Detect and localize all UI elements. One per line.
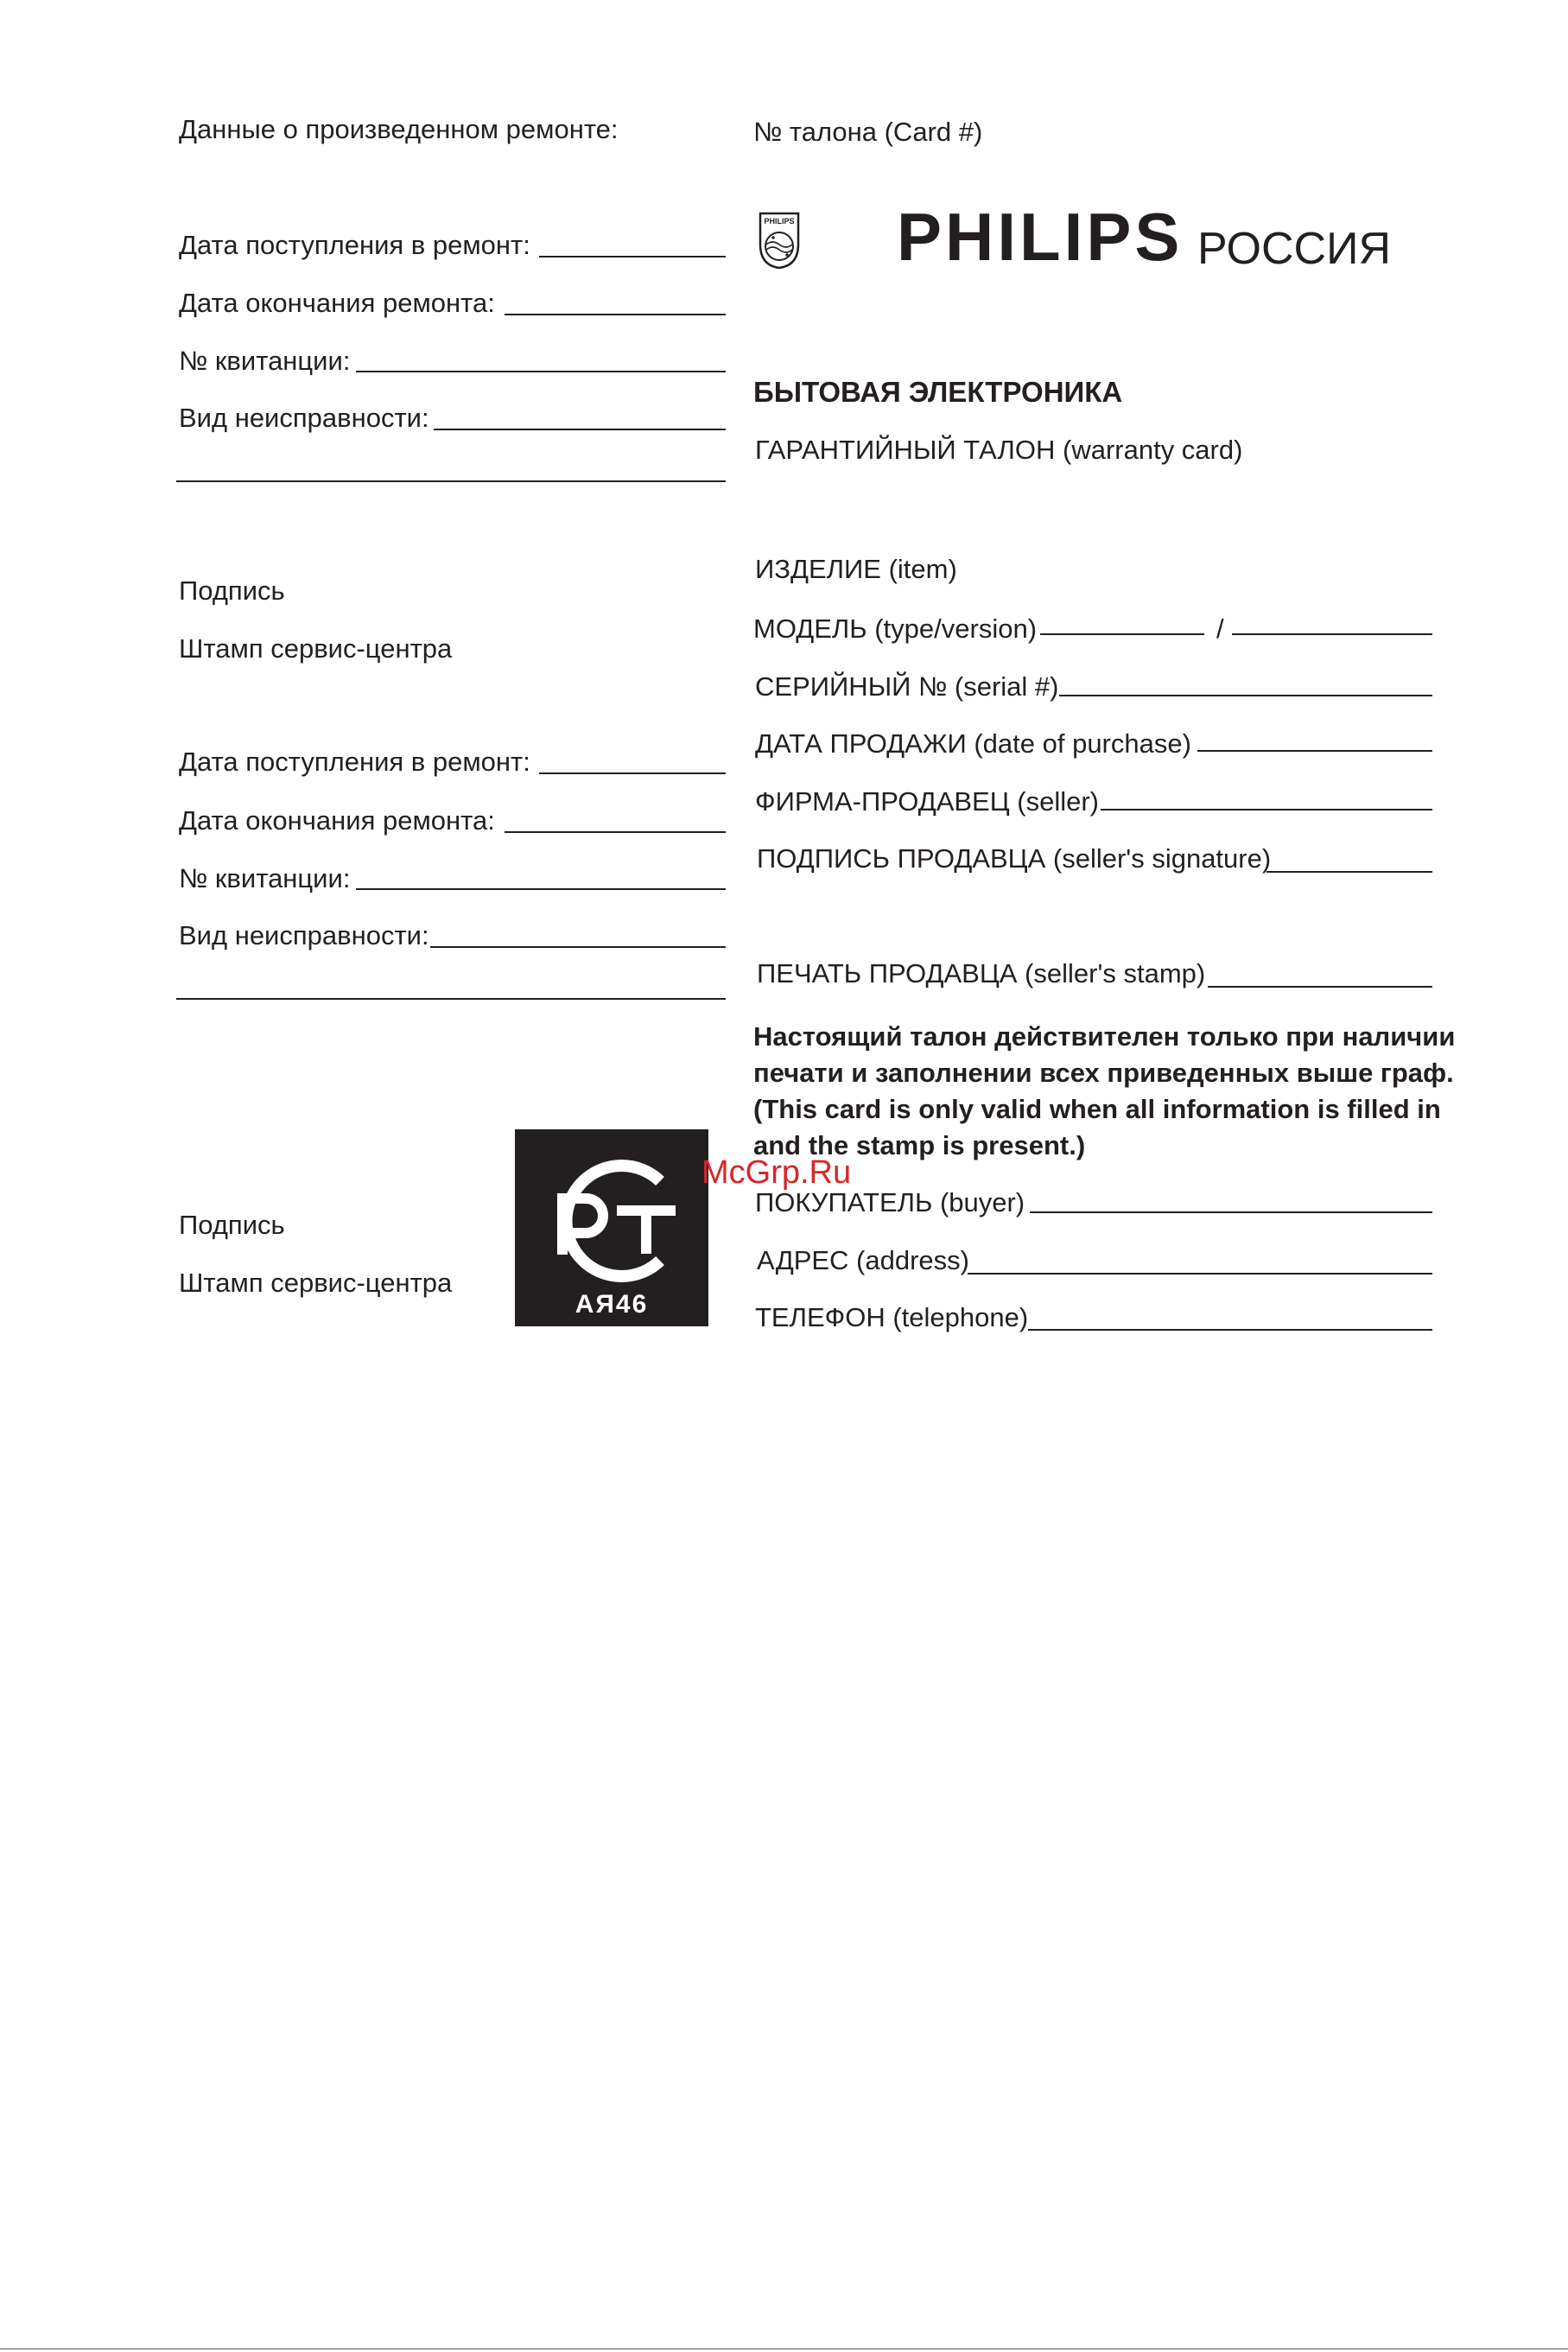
notice-line: and the stamp is present.): [753, 1130, 1086, 1160]
date-received-field[interactable]: [539, 772, 726, 774]
fault-type-extra-line[interactable]: [176, 480, 726, 482]
shield-text: PHILIPS: [764, 217, 795, 226]
telephone-label: ТЕЛЕФОН (telephone): [755, 1302, 1029, 1332]
date-completed-field[interactable]: [505, 314, 726, 315]
item-label: ИЗДЕЛИЕ (item): [755, 554, 957, 584]
fault-type-extra-line[interactable]: [176, 998, 726, 1000]
seller-stamp-label: ПЕЧАТЬ ПРОДАВЦА (seller's stamp): [757, 958, 1206, 988]
date-received-label: Дата поступления в ремонт:: [179, 747, 530, 777]
model-version-field[interactable]: [1232, 633, 1432, 635]
philips-shield-icon: [757, 210, 802, 270]
address-field[interactable]: [968, 1273, 1432, 1275]
repair-data-heading: Данные о произведенном ремонте:: [179, 114, 619, 144]
fault-type-label: Вид неисправности:: [179, 403, 429, 433]
seller-signature-field[interactable]: [1266, 871, 1432, 873]
date-completed-field[interactable]: [505, 831, 726, 833]
certification-code: АЯ46: [575, 1290, 649, 1319]
certification-mark: [515, 1129, 708, 1326]
fault-type-field[interactable]: [434, 429, 726, 430]
seller-signature-label: ПОДПИСЬ ПРОДАВЦА (seller's signature): [757, 843, 1272, 874]
signature-label: Подпись: [179, 1210, 285, 1240]
receipt-number-field[interactable]: [356, 888, 726, 890]
buyer-label: ПОКУПАТЕЛЬ (buyer): [755, 1187, 1025, 1217]
seller-field[interactable]: [1101, 809, 1432, 810]
date-completed-label: Дата окончания ремонта:: [179, 805, 495, 836]
telephone-field[interactable]: [1028, 1329, 1432, 1331]
buyer-field[interactable]: [1030, 1211, 1432, 1213]
signature-label: Подпись: [179, 575, 285, 606]
serial-field[interactable]: [1059, 695, 1432, 696]
purchase-date-label: ДАТА ПРОДАЖИ (date of purchase): [755, 728, 1191, 759]
receipt-number-label: № квитанции:: [179, 863, 351, 893]
model-type-field[interactable]: [1040, 633, 1204, 635]
notice-line: Настоящий талон действителен только при наличии: [753, 1021, 1456, 1052]
date-received-label: Дата поступления в ремонт:: [179, 230, 530, 260]
receipt-number-label: № квитанции:: [179, 346, 351, 376]
notice-line: печати и заполнении всех приведенных выше граф.: [753, 1058, 1454, 1088]
model-label: МОДЕЛЬ (type/version): [753, 613, 1038, 644]
category-heading: БЫТОВАЯ ЭЛЕКТРОНИКА: [753, 376, 1123, 408]
brand-logo: PHILIPS: [897, 199, 1184, 275]
validity-notice: [753, 1019, 1456, 1164]
country-label: РОССИЯ: [1197, 224, 1392, 274]
purchase-date-field[interactable]: [1197, 750, 1432, 752]
seller-stamp-field[interactable]: [1208, 986, 1432, 988]
receipt-number-field[interactable]: [356, 371, 726, 372]
seller-label: ФИРМА-ПРОДАВЕЦ (seller): [755, 786, 1100, 817]
notice-line: (This card is only valid when all information is filled in: [753, 1094, 1441, 1124]
watermark-text: McGrp.Ru: [701, 1154, 852, 1191]
fault-type-label: Вид неисправности:: [179, 920, 429, 950]
service-stamp-label: Штамп сервис-центра: [179, 633, 453, 664]
warranty-card-title: ГАРАНТИЙНЫЙ ТАЛОН (warranty card): [755, 435, 1243, 465]
serial-label: СЕРИЙНЫЙ № (serial #): [755, 671, 1059, 702]
date-completed-label: Дата окончания ремонта:: [179, 288, 495, 318]
card-number-label: № талона (Card #): [753, 117, 983, 147]
address-label: АДРЕС (address): [757, 1245, 969, 1275]
fault-type-field[interactable]: [430, 946, 726, 948]
date-received-field[interactable]: [539, 256, 726, 257]
service-stamp-label: Штамп сервис-центра: [179, 1268, 453, 1298]
model-separator: /: [1216, 613, 1224, 644]
